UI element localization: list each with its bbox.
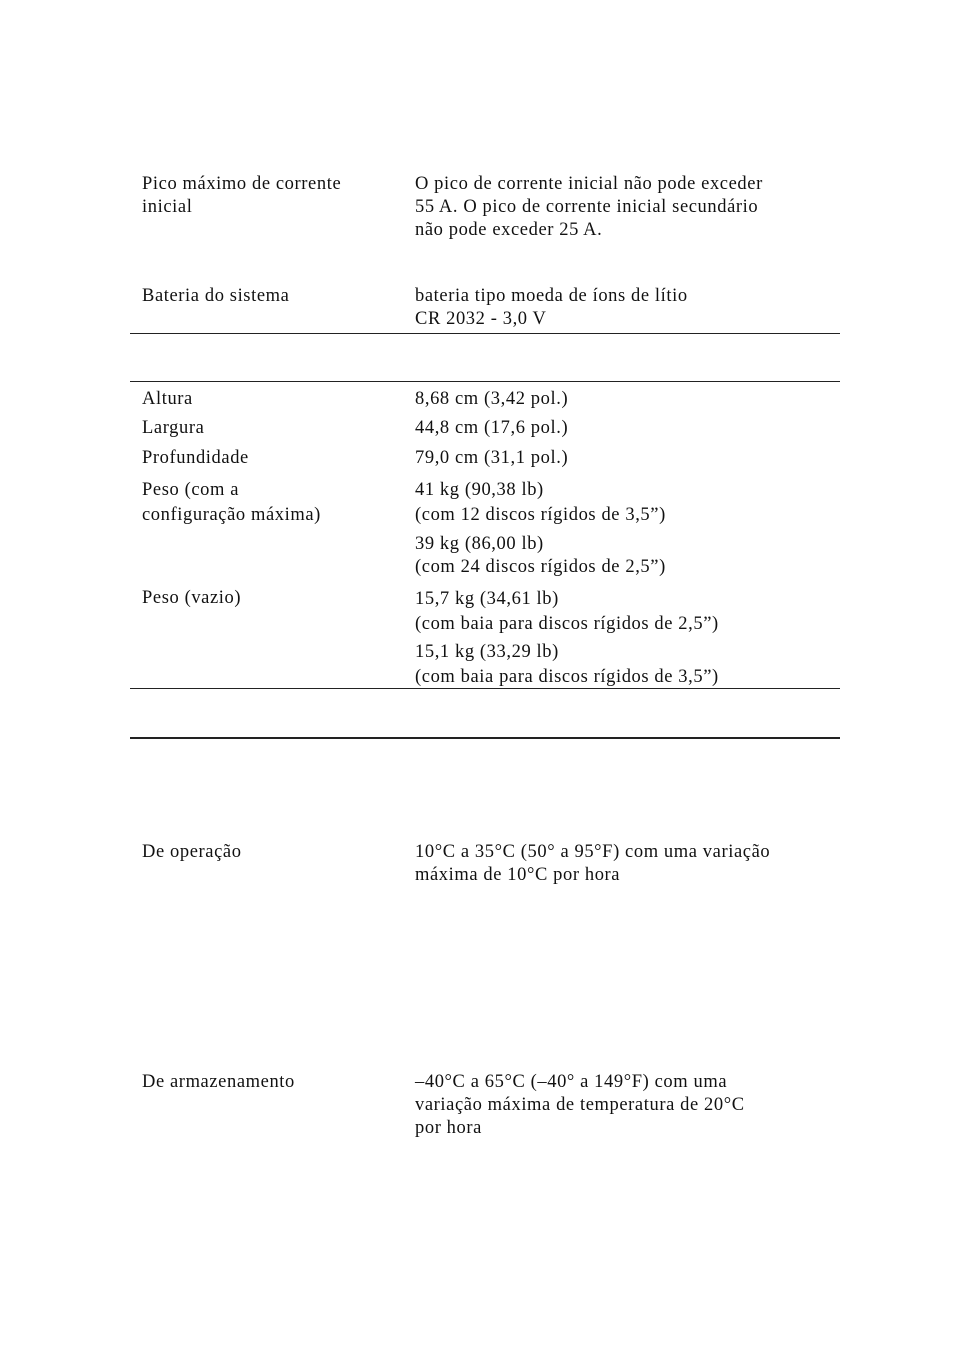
operating-temp-label: De operação — [142, 842, 242, 862]
system-battery-label: Bateria do sistema — [142, 286, 290, 306]
weight-empty-label: Peso (vazio) — [142, 588, 242, 608]
storage-temp-value: –40°C a 65°C (–40° a 149°F) com uma variação máxima de temperatura de 20°C por hora — [415, 1072, 745, 1138]
width-label: Largura — [142, 418, 205, 438]
weight-max-label: Peso (com a configuração máxima) — [142, 480, 321, 525]
weight-empty-value-a: 15,7 kg (34,61 lb) (com baia para discos rígidos de 2,5”) — [415, 589, 719, 634]
depth-label: Profundidade — [142, 448, 249, 468]
height-label: Altura — [142, 389, 193, 409]
storage-temp-label: De armazenamento — [142, 1072, 295, 1092]
section-start-rule — [130, 381, 840, 382]
inrush-current-value: O pico de corrente inicial não pode exceder 55 A. O pico de corrente inicial secundário não pode exceder 25 A. — [415, 174, 763, 240]
section-end-rule — [130, 688, 840, 689]
system-battery-value: bateria tipo moeda de íons de lítio CR 2032 - 3,0 V — [415, 286, 688, 329]
weight-empty-value-b: 15,1 kg (33,29 lb) (com baia para discos rígidos de 3,5”) — [415, 642, 719, 687]
weight-max-value-b: 39 kg (86,00 lb) (com 24 discos rígidos de 2,5”) — [415, 534, 666, 577]
section-end-rule — [130, 333, 840, 334]
width-value: 44,8 cm (17,6 pol.) — [415, 418, 569, 438]
section-start-rule — [130, 737, 840, 739]
height-value: 8,68 cm (3,42 pol.) — [415, 389, 569, 409]
operating-temp-value: 10°C a 35°C (50° a 95°F) com uma variação máxima de 10°C por hora — [415, 842, 771, 885]
depth-value: 79,0 cm (31,1 pol.) — [415, 448, 569, 468]
weight-max-value-a: 41 kg (90,38 lb) (com 12 discos rígidos de 3,5”) — [415, 480, 666, 525]
inrush-current-label: Pico máximo de corrente inicial — [142, 174, 342, 217]
